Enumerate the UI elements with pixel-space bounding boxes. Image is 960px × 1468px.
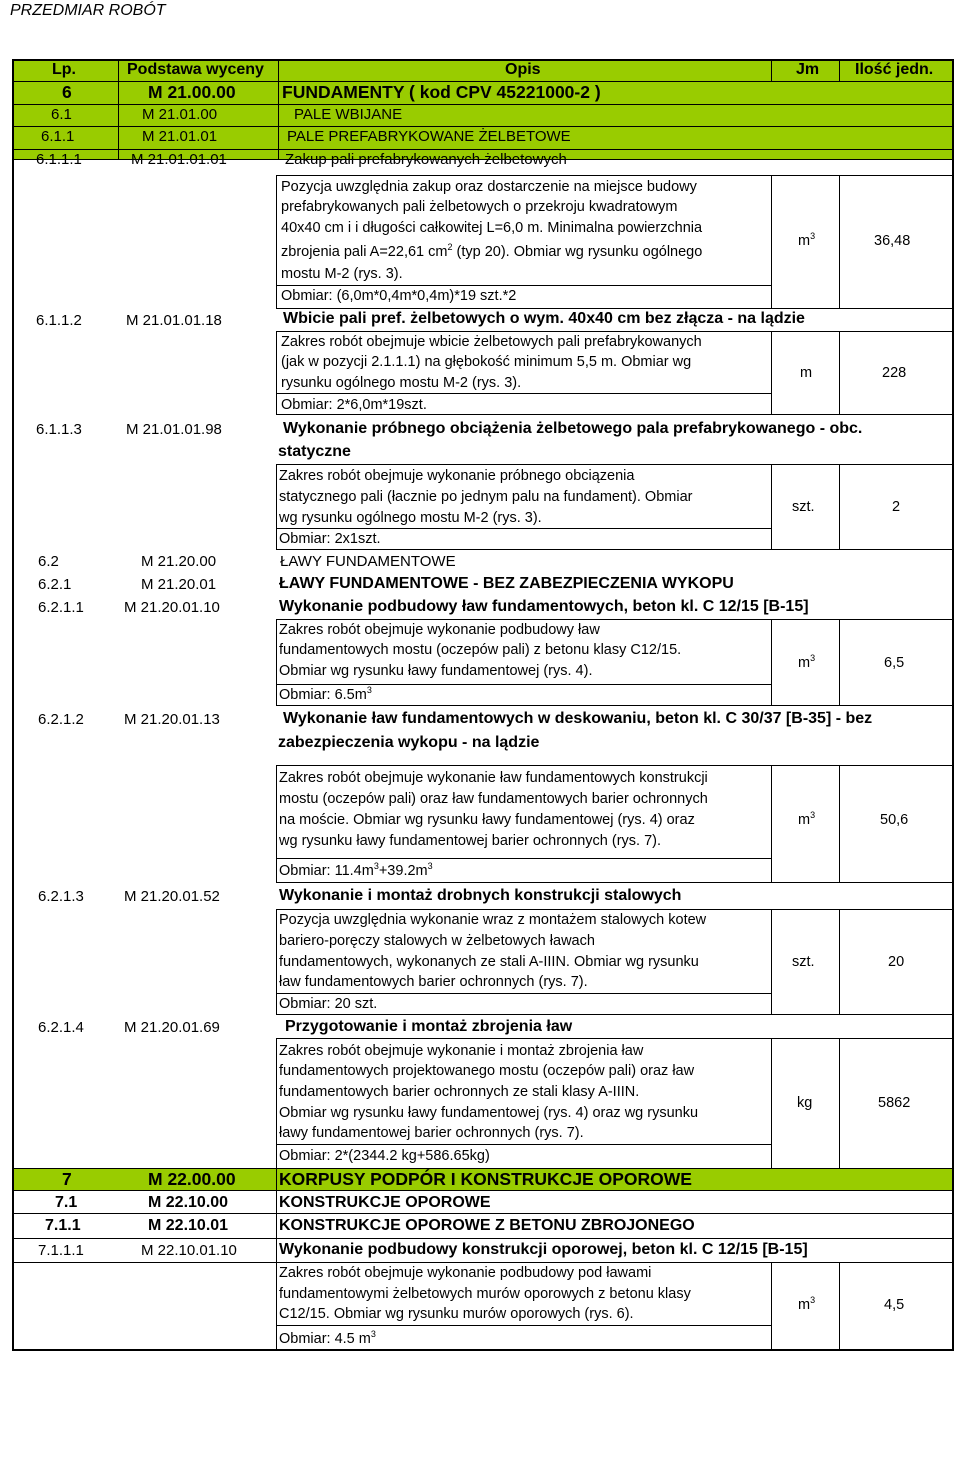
unit: szt. — [792, 954, 815, 970]
row-lp: 6.2.1 — [38, 576, 72, 593]
row-title: Przygotowanie i montaż zbrojenia ław — [285, 1018, 573, 1035]
col-header-desc: Opis — [505, 61, 541, 78]
row-title: ŁAWY FUNDAMENTOWE — [280, 553, 456, 570]
row-basis: M 22.10.01.10 — [141, 1242, 237, 1259]
desc-line: Pozycja uwzględnia wykonanie wraz z montażem stalowych kotew — [279, 912, 707, 928]
row-title: Wykonanie i montaż drobnych konstrukcji stalowych — [279, 887, 682, 904]
row-lp: 6.2.1.1 — [38, 599, 84, 616]
row-lp: 7 — [62, 1169, 72, 1189]
desc-line: Zakres robót obejmuje wykonanie próbnego obciązenia — [279, 468, 635, 484]
row-lp: 7.1.1.1 — [38, 1242, 84, 1259]
row-lp: 6.2.1.2 — [38, 711, 84, 728]
obmiar: Obmiar: 2*6,0m*19szt. — [281, 397, 427, 413]
desc-line: zbrojenia pali A=22,61 $cm^2$ (typ 20). Obmiar wg rysunku ogólnego — [281, 242, 703, 260]
obmiar: Obmiar: 20 szt. — [279, 996, 378, 1012]
desc-line: Zakres robót obejmuje wykonanie i montaż zbrojenia ław — [279, 1043, 644, 1059]
desc-line: bariero-poręczy stalowych w żelbetowych ławach — [279, 933, 595, 949]
desc-line: ław fundamentowych barier ochronnych (rys. 7). — [279, 974, 588, 990]
desc-line: Zakres robót obejmuje wykonanie podbudowy pod ławami — [279, 1265, 652, 1281]
row-title: Wykonanie podbudowy konstrukcji oporowej, beton kl. C 12/15 [B-15] — [279, 1241, 808, 1258]
unit: m — [800, 365, 813, 381]
unit: $m^3$ — [798, 1295, 816, 1313]
desc-line: Obmiar wg rysunku ławy fundamentowej (rys. 4) oraz wg rysunku — [279, 1105, 699, 1121]
row-title-cont: statyczne — [278, 443, 351, 460]
obmiar: Obmiar: 2*(2344.2 kg+586.65kg) — [279, 1148, 490, 1164]
row-basis: M 21.20.01.69 — [124, 1019, 220, 1036]
row-title: KONSTRUKCJE OPOROWE — [279, 1194, 491, 1211]
row-title: Wykonanie podbudowy ław fundamentowych, beton kl. C 12/15 [B-15] — [279, 598, 809, 615]
desc-line: fundamentowych, wykonanych ze stali A-IIIN. Obmiar wg rysunku — [279, 954, 699, 970]
qty: 4,5 — [884, 1297, 905, 1313]
row-title: Wykonanie ław fundamentowych w deskowaniu, beton kl. C 30/37 [B-35] - bez — [283, 710, 873, 727]
row-basis: M 21.01.01.98 — [126, 421, 222, 438]
obmiar: Obmiar: $11.4m^3+39.2m^3$ — [279, 861, 433, 879]
row-title: FUNDAMENTY ( kod CPV 45221000-2 ) — [282, 82, 601, 102]
obmiar: Obmiar: 2x1szt. — [279, 531, 381, 547]
row-basis: M 22.10.01 — [148, 1217, 229, 1234]
desc-line: wg rysunku ławy fundamentowej barier ochronnych (rys. 7). — [279, 833, 661, 849]
row-basis: M 21.01.00 — [142, 106, 218, 123]
desc-line: prefabrykowanych pali żelbetowych o przekroju kwadratowym — [281, 199, 678, 215]
obmiar: Obmiar: (6,0m*0,4m*0,4m)*19 szt.*2 — [281, 288, 517, 304]
row-basis: M 21.00.00 — [148, 82, 236, 102]
qty: 5862 — [878, 1095, 911, 1111]
col-header-unit: Jm — [796, 61, 820, 78]
desc-line: Zakres robót obejmuje wykonanie ław fundamentowych konstrukcji — [279, 770, 708, 786]
row-title: Wbicie pali pref. żelbetowych o wym. 40x40 cm bez złącza - na lądzie — [283, 310, 805, 327]
row-lp: 6.2.1.4 — [38, 1019, 84, 1036]
desc-line: (jak w pozycji 2.1.1.1) na głębokość minimum 5,5 m. Obmiar wg — [281, 354, 692, 370]
row-basis: M 21.20.01 — [141, 576, 217, 593]
row-title-cont: zabezpieczenia wykopu - na lądzie — [278, 734, 540, 751]
row-title: Wykonanie próbnego obciążenia żelbetowego pala prefabrykowanego - obc. — [283, 420, 863, 437]
desc-line: mostu M-2 (rys. 3). — [281, 266, 403, 282]
obmiar: Obmiar: 4.5 $m^3$ — [279, 1329, 376, 1347]
row-title: PALE WBIJANE — [294, 106, 403, 123]
desc-line: ławy fundamentowej barier ochronnych (rys. 7). — [279, 1125, 584, 1141]
obmiar: Obmiar: $6.5m^3$ — [279, 685, 372, 703]
row-lp: 6.2.1.3 — [38, 888, 84, 905]
desc-line: fundamentowymi żelbetowych murów oporowych z betonu klasy — [279, 1286, 691, 1302]
desc-line: na moście. Obmiar wg rysunku ławy fundamentowej (rys. 4) oraz — [279, 812, 695, 828]
page-title: PRZEDMIAR ROBÓT — [10, 2, 166, 19]
desc-line: C12/15. Obmiar wg rysunku murów oporowych (rys. 6). — [279, 1306, 634, 1322]
col-header-qty: Ilość jedn. — [855, 61, 934, 78]
desc-line: Zakres robót obejmuje wykonanie podbudowy ław — [279, 622, 600, 638]
row-lp: 6.1.1 — [41, 128, 75, 145]
row-basis: M 21.20.01.52 — [124, 888, 220, 905]
desc-line: wg rysunku ogólnego mostu M-2 (rys. 3). — [279, 510, 542, 526]
row-title: KONSTRUKCJE OPOROWE Z BETONU ZBROJONEGO — [279, 1217, 695, 1234]
qty: 2 — [892, 499, 901, 515]
row-title: ŁAWY FUNDAMENTOWE - BEZ ZABEZPIECZENIA WYKOPU — [279, 575, 734, 592]
row-title: Zakup pali prefabrykowanych żelbetowych — [285, 151, 567, 168]
qty: 36,48 — [874, 233, 911, 249]
col-header-basis: Podstawa wyceny — [127, 61, 264, 78]
row-basis: M 22.10.00 — [148, 1194, 229, 1211]
unit: $m^3$ — [798, 231, 816, 249]
row-lp: 6.1 — [51, 106, 72, 123]
row-lp: 6.2 — [38, 553, 59, 570]
qty: 6,5 — [884, 655, 905, 671]
row-lp: 7.1 — [55, 1194, 78, 1211]
row-lp: 6.1.1.1 — [36, 151, 82, 168]
unit: kg — [797, 1095, 813, 1111]
qty: 50,6 — [880, 812, 909, 828]
desc-line: Obmiar wg rysunku ławy fundamentowej (rys. 4). — [279, 663, 593, 679]
desc-line: rysunku ogólnego mostu M-2 (rys. 3). — [281, 375, 522, 391]
desc-line: Zakres robót obejmuje wbicie żelbetowych pali prefabrykowanych — [281, 334, 702, 350]
qty: 228 — [882, 365, 907, 381]
desc-line: statycznego pali (łacznie po jednym palu na fundament). Obmiar — [279, 489, 693, 505]
qty: 20 — [888, 954, 905, 970]
desc-line: mostu (oczepów pali) oraz ław fundamentowych barier ochronnych — [279, 791, 708, 807]
row-basis: M 21.01.01.18 — [126, 312, 222, 329]
row-lp: 6.1.1.3 — [36, 421, 82, 438]
row-lp: 6 — [62, 82, 72, 102]
unit: $m^3$ — [798, 653, 816, 671]
desc-line: Pozycja uwzględnia zakup oraz dostarczenie na miejsce budowy — [281, 179, 697, 195]
row-lp: 6.1.1.2 — [36, 312, 82, 329]
col-header-lp: Lp. — [52, 61, 76, 78]
row-basis: M 21.20.01.10 — [124, 599, 220, 616]
unit: $m^3$ — [798, 810, 816, 828]
desc-line: fundamentowych projektowanego mostu (oczepów pali) oraz ław — [279, 1063, 695, 1079]
row-basis: M 21.01.01 — [142, 128, 218, 145]
row-basis: M 21.01.01.01 — [131, 151, 227, 168]
row-basis: M 21.20.01.13 — [124, 711, 220, 728]
desc-line: fundamentowych mostu (oczepów pali) z betonu klasy C12/15. — [279, 642, 682, 658]
row-lp: 7.1.1 — [45, 1217, 81, 1234]
unit: szt. — [792, 499, 815, 515]
desc-line: 40x40 cm i i długości całkowitej L=6,0 m. Minimalna powierzchnia — [281, 220, 703, 236]
row-basis: M 22.00.00 — [148, 1169, 236, 1189]
row-basis: M 21.20.00 — [141, 553, 217, 570]
row-title: KORPUSY PODPÓR I KONSTRUKCJE OPOROWE — [279, 1169, 692, 1189]
desc-line: fundamentowych barier ochronnych ze stali klasy A-IIIN. — [279, 1084, 640, 1100]
row-title: PALE PREFABRYKOWANE ŻELBETOWE — [287, 128, 571, 145]
